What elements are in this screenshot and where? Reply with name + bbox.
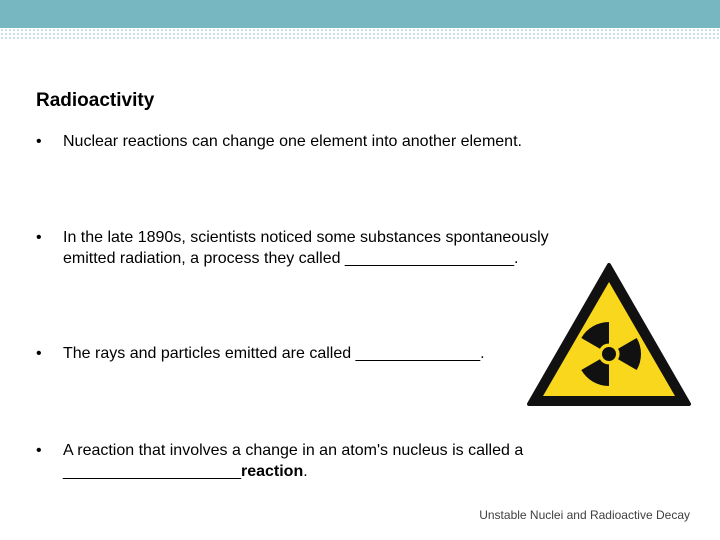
answer-blank: ____________________ [63, 463, 241, 480]
slide-title: Radioactivity [36, 90, 155, 111]
bullet-text: The rays and particles emitted are called ______________. [63, 345, 485, 362]
bullet-item [36, 131, 626, 152]
bullet-line: A reaction that involves a change in an atom's nucleus is called a [63, 442, 524, 459]
bullet-marker: • [36, 442, 42, 459]
bullet-item [36, 440, 626, 482]
bullet-marker: • [36, 229, 42, 246]
radiation-hazard-icon [526, 262, 692, 408]
bullet-text: Nuclear reactions can change one element into another element. [63, 133, 522, 150]
bullet-marker: • [36, 345, 42, 362]
header-band [0, 0, 720, 28]
period: . [303, 463, 308, 480]
bullet-text [63, 440, 626, 482]
bullet-line: In the late 1890s, scientists noticed some substances spontaneously [63, 229, 549, 246]
header-dot-pattern [0, 28, 720, 40]
bullet-marker: • [36, 133, 42, 150]
bold-term: reaction [240, 463, 304, 480]
bullet-line: emitted radiation, a process they called ___________________. [63, 250, 519, 267]
slide-footer: Unstable Nuclei and Radioactive Decay [479, 508, 690, 522]
